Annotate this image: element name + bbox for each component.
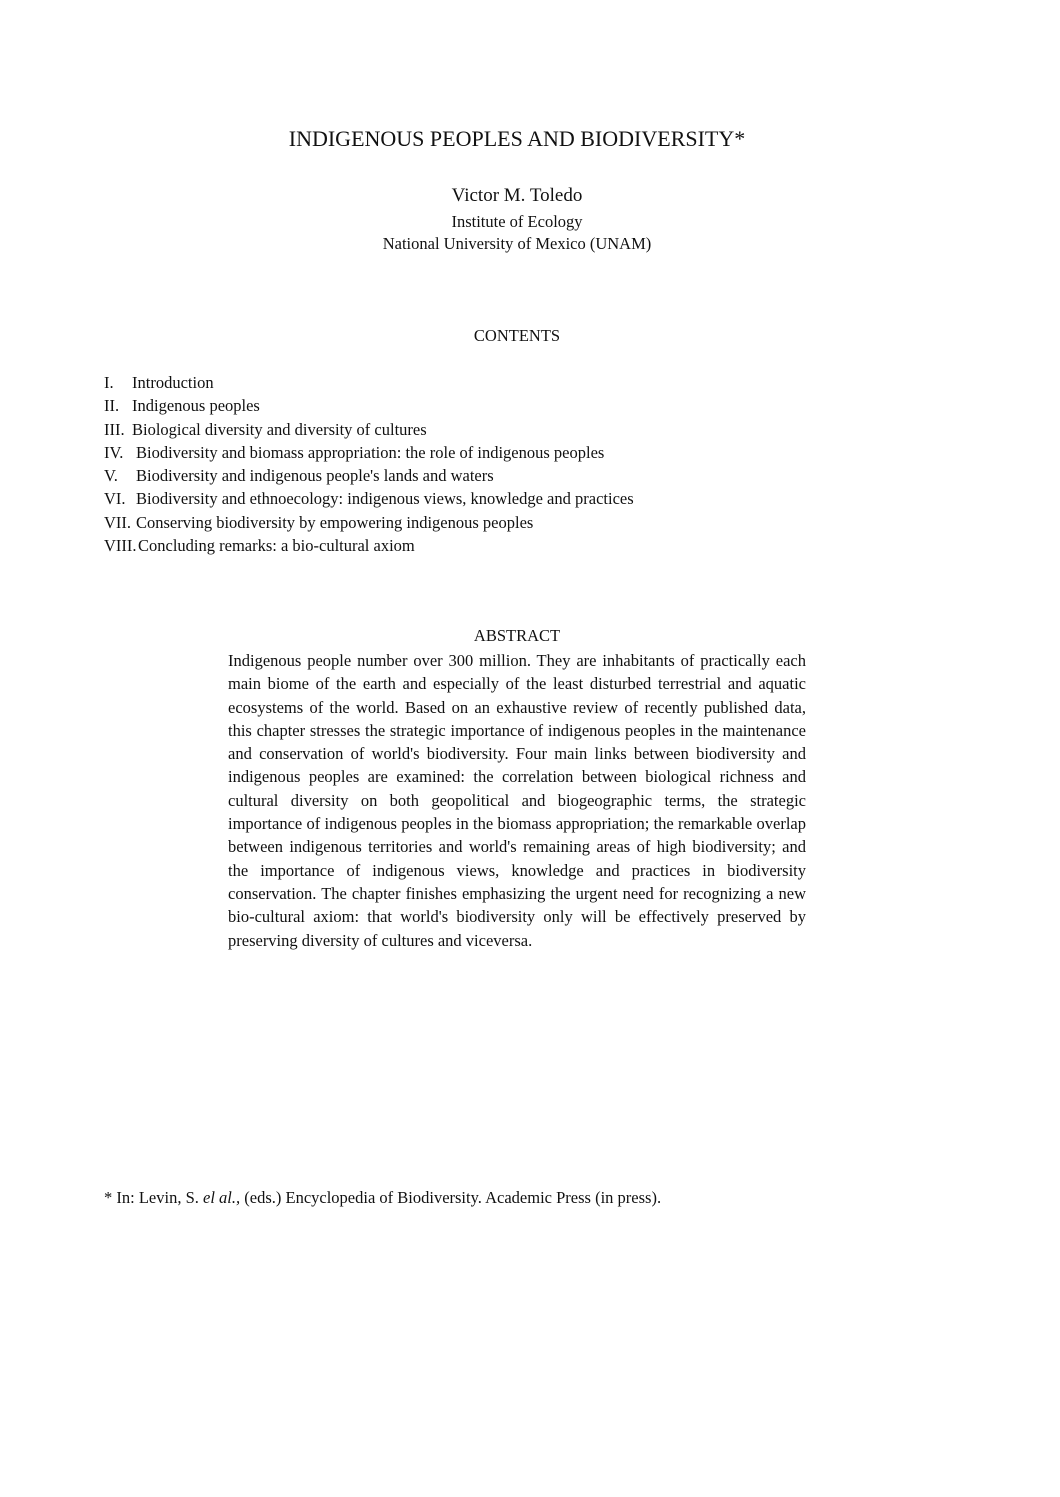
toc-item [104, 420, 634, 443]
abstract-text: Indigenous people number over 300 million. They are inhabitants of practically each main biome of the earth and especially of the least disturbed terrestrial and aquatic ecosystems of the world. Based on an exhaustive review of recently published data, this chapter stresses the strategic importance of indigenous peoples in the maintenance and conservation of world's biodiversity. Four main links between biodiversity and indigenous peoples are examined: the correlation between biological richness and cultural diversity on both geopolitical and biogeographic terms, the strategic importance of indigenous peoples in the biomass appropriation; the remarkable overlap between indigenous territories and world's remaining areas of high biodiversity; and the importance of indigenous views, knowledge and practices in biodiversity conservation. The chapter finishes emphasizing the urgent need for recognizing a new bio-cultural axiom: that world's biodiversity only will be effectively preserved by preserving diversity of cultures and viceversa. [228, 651, 806, 950]
abstract-heading: ABSTRACT [473, 626, 561, 645]
toc-item [104, 513, 634, 536]
toc-item-label: Conserving biodiversity by empowering indigenous peoples [136, 512, 534, 532]
toc-item-number: IV. [104, 442, 124, 462]
affiliation-university: National University of Mexico (UNAM) [382, 234, 652, 253]
table-of-contents [104, 373, 634, 559]
toc-item [104, 466, 634, 489]
toc-item-label: Indigenous peoples [132, 396, 260, 416]
toc-item [104, 396, 634, 419]
toc-item [104, 443, 634, 466]
toc-item-number: VI. [104, 489, 126, 509]
author-name: Victor M. Toledo [451, 185, 583, 206]
footnote [104, 1188, 661, 1208]
toc-item-label: Concluding remarks: a bio-cultural axiom [138, 536, 415, 556]
page-title: INDIGENOUS PEOPLES AND BIODIVERSITY* [288, 126, 746, 151]
toc-item [104, 536, 634, 559]
toc-item [104, 373, 634, 396]
footnote-prefix: * In: Levin, S. [104, 1188, 203, 1207]
footnote-suffix: (eds.) Encyclopedia of Biodiversity. Academic Press (in press). [240, 1188, 662, 1207]
toc-item [104, 489, 634, 512]
toc-item-number: V. [104, 466, 118, 486]
footnote-italic: el al., [203, 1188, 241, 1207]
toc-item-number: VII. [104, 512, 132, 532]
toc-item-label: Biodiversity and ethnoecology: indigenous views, knowledge and practices [136, 489, 634, 509]
toc-item-number: III. [104, 419, 125, 439]
toc-item-label: Biodiversity and indigenous people's lands and waters [136, 466, 494, 486]
toc-item-label: Biological diversity and diversity of cultures [132, 419, 427, 439]
toc-item-label: Biodiversity and biomass appropriation: the role of indigenous peoples [136, 442, 605, 462]
affiliation-institute: Institute of Ecology [451, 212, 583, 231]
toc-item-number: VIII. [104, 536, 137, 556]
contents-heading: CONTENTS [473, 326, 561, 345]
toc-item-number: II. [104, 396, 120, 416]
toc-item-number: I. [104, 373, 114, 392]
toc-item-label: Introduction [132, 373, 214, 392]
